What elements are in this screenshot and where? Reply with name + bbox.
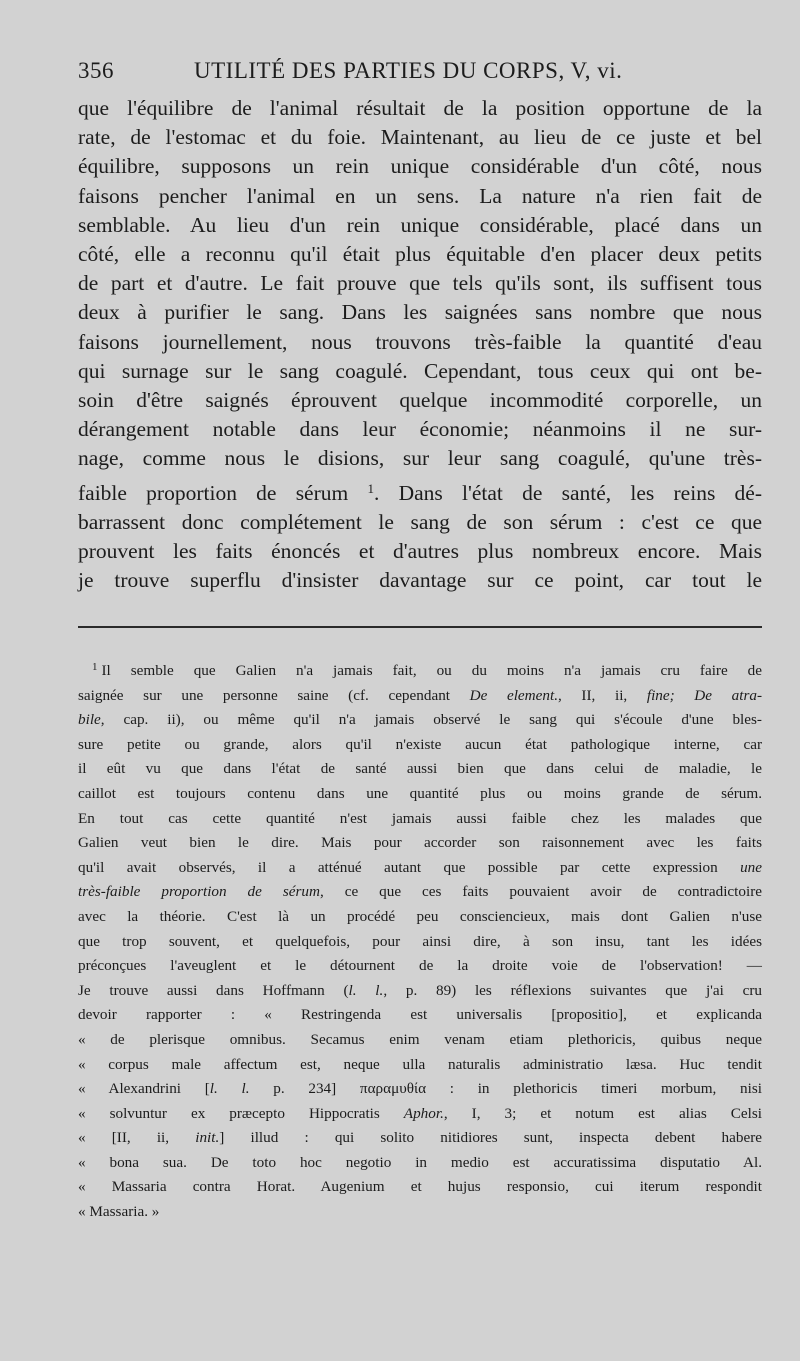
footnote-text: p. 234] παραμυθία : in plethoricis timeri morbum, nisi [249, 1080, 762, 1098]
footnote-line: préconçues l'aveuglent et le détournent de la droite voie de l'observation! — [78, 957, 762, 975]
text-line: barrassent donc complétement le sang de son sérum : c'est ce que [78, 509, 762, 534]
running-title: UTILITÉ DES PARTIES DU CORPS, V, vi. [194, 58, 623, 83]
footnote-text: ] illud : qui solito nitidiores sunt, inspecta debent habere [219, 1129, 762, 1147]
text-line: de part et d'autre. Le fait prouve que tels qu'ils sont, ils suffisent tous [78, 271, 762, 296]
footnote-line: « Massaria. » [78, 1203, 160, 1221]
footnote-line [78, 856, 762, 881]
page-number: 356 [78, 58, 114, 83]
citation-title: Aphor. [403, 1104, 444, 1122]
text-line: faisons journellement, nous trouvons très-faible la quantité d'eau [78, 329, 762, 354]
text-segment: . Dans l'état de santé, les reins dé- [373, 480, 762, 505]
footnote-line: caillot est toujours contenu dans une quantité plus ou moins grande de sérum. [78, 784, 762, 802]
footnote-text: « [II, ii, [78, 1129, 196, 1147]
footnote-line: il eût vu que dans l'état de santé aussi bien que dans celui de maladie, le [78, 760, 762, 778]
text-line: soin d'être saignés éprouvent quelque incommodité corporelle, un [78, 388, 762, 413]
footnote [78, 655, 762, 1225]
footnote-line: « de plerisque omnibus. Secamus enim venam etiam plethoricis, quibus neque [78, 1030, 762, 1048]
main-text [78, 94, 762, 595]
text-line: rate, de l'estomac et du foie. Maintenant, au lieu de ce juste et bel [78, 125, 762, 150]
footnote-text: qu'il avait observés, il a atténué autant que possible par cette expression [78, 858, 741, 876]
footnote-line [78, 684, 762, 709]
footnote-text: , [623, 686, 647, 704]
footnote-line: En tout cas cette quantité n'est jamais aussi faible chez les malades que [78, 809, 762, 827]
footnote-text: Il semble que Galien n'a jamais fait, ou du moins n'a jamais cru faire de [101, 662, 762, 679]
text-line: dérangement notable dans leur économie; néanmoins il ne sur- [78, 417, 762, 442]
text-line: semblable. Au lieu d'un rein unique considérable, placé dans un [78, 212, 762, 237]
footnote-text: , p. 89) les réflexions suivantes que j'ai cru [383, 981, 762, 999]
text-line: je trouve superflu d'insister davantage sur ce point, car tout le [78, 568, 762, 593]
footnote-line [78, 655, 762, 684]
footnote-text: , II, [558, 686, 615, 704]
text-line-with-footnote-ref [78, 474, 762, 508]
quoted-phrase: une [740, 858, 762, 876]
footnote-line [78, 979, 762, 1004]
page-header [78, 58, 758, 94]
footnote-text: , I, 3; et notum est alias Celsi [443, 1104, 762, 1122]
footnote-text: ii [614, 686, 624, 704]
citation-abbrev: l. l. [209, 1080, 250, 1098]
footnote-text: saignée sur une personne saine (cf. cependant [78, 686, 470, 704]
footnote-reference[interactable]: 1 [367, 480, 374, 496]
footnote-line: Galien veut bien le dire. Mais pour accorder son raisonnement avec les faits [78, 834, 762, 852]
text-line: deux à purifier le sang. Dans les saignées sans nombre que nous [78, 300, 762, 325]
citation-title: bile [78, 711, 101, 729]
citation-title: De element. [469, 686, 558, 704]
text-segment: faible proportion de sérum [78, 480, 349, 505]
footnote-marker: 1 [92, 661, 98, 673]
footnote-text: « solvuntur ex præcepto Hippocratis [78, 1104, 404, 1122]
citation-abbrev: init. [195, 1129, 220, 1147]
footnote-text: « Alexandrini [ [78, 1080, 210, 1098]
citation-title: fine; De atra- [646, 686, 763, 704]
footnote-line [78, 708, 762, 733]
footnote-line: avec la théorie. C'est là un procédé peu consciencieux, mais dont Galien n'use [78, 907, 762, 925]
footnote-line: que trop souvent, et quelquefois, pour ainsi dire, à son insu, tant les idées [78, 932, 762, 950]
footnote-text: , cap. ii), ou même qu'il n'a jamais observé le sang qui s'écoule d'une bles- [100, 711, 762, 729]
footnote-line [78, 1102, 762, 1127]
footnote-line [78, 1126, 762, 1151]
footnote-line: sure petite ou grande, alors qu'il n'existe aucun état pathologique interne, car [78, 735, 762, 753]
text-line: côté, elle a reconnu qu'il était plus équitable d'en placer deux petits [78, 242, 762, 267]
footnote-text: , ce que ces faits pouvaient avoir de contradictoire [319, 883, 762, 901]
citation-abbrev: l. l. [348, 981, 384, 999]
footnote-separator [78, 626, 762, 628]
text-line: prouvent les faits énoncés et d'autres plus nombreux encore. Mais [78, 539, 762, 564]
text-line: faisons pencher l'animal en un sens. La nature n'a rien fait de [78, 183, 762, 208]
footnote-line: « bona sua. De toto hoc negotio in medio est accuratissima disputatio Al. [78, 1153, 762, 1171]
footnote-line [78, 1077, 762, 1102]
footnote-line: devoir rapporter : « Restringenda est universalis [propositio], et explicanda [78, 1006, 762, 1024]
text-line: nage, comme nous le disions, sur leur sang coagulé, qu'une très- [78, 446, 762, 471]
footnote-text: Je trouve aussi dans Hoffmann ( [78, 981, 349, 999]
footnote-line [78, 880, 762, 905]
quoted-phrase: très-faible proportion de sérum [78, 883, 320, 901]
footnote-line: « Massaria contra Horat. Augenium et hujus responsio, cui iterum respondit [78, 1178, 762, 1196]
text-line: équilibre, supposons un rein unique considérable d'un côté, nous [78, 154, 762, 179]
text-line: qui surnage sur le sang coagulé. Cependant, tous ceux qui ont be- [78, 358, 762, 383]
footnote-line: « corpus male affectum est, neque ulla naturalis administratio læsa. Huc tendit [78, 1055, 762, 1073]
text-line: que l'équilibre de l'animal résultait de la position opportune de la [78, 96, 762, 120]
